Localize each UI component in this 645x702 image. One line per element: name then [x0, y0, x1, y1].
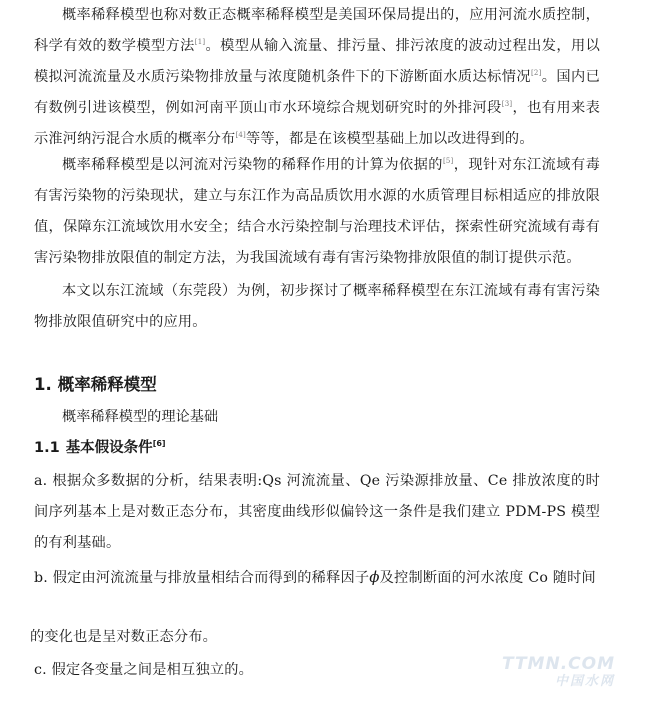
watermark	[502, 655, 615, 691]
paragraph-text: 概率稀释模型是以河流对污染物的稀释作用的计算为依据的	[62, 157, 443, 173]
list-item-a: a. 根据众多数据的分析，结果表明:Qs 河流流量、Qe 污染源排放量、Ce 排放浓度的时间序列基本上是对数正态分布，其密度曲线形似偏铃这一条件是我们建立 PDM-PS 模型的有利基础。	[34, 473, 600, 551]
paragraph-text: 概率稀释模型也称对数正态概率稀释模型是美国环保局提出的，应用河流水质控制，科学有效的数学模型方法	[34, 7, 600, 54]
paragraph-text: ，也有用来表示淮河纳污混合水质的概率分布	[34, 100, 601, 147]
paragraph-scope: 本文以东江流域（东莞段）为例，初步探讨了概率稀释模型在东江流域有毒有害污染物排放限值研究中的应用。	[34, 283, 600, 330]
citation-ref: [6]	[152, 439, 166, 448]
list-item-text: b. 假定由河流流量与排放量相结合而得到的稀释因子	[34, 570, 370, 586]
section-number: 1.	[34, 375, 52, 394]
citation-ref: [3]	[501, 100, 513, 108]
paragraph-text: ，现针对东江流域有毒有害污染物的污染现状，建立与东江作为高品质饮用水源的水质管理目标相适应的排放限值，保障东江流域饮用水安全；结合水污染控制与治理技术评估，探索性研究流域有毒有害污染物排放限值的制定方法，为我国流域有毒有害污染物排放限值的制订提供示范。	[34, 157, 600, 266]
list-item-b-continued: 的变化也是呈对数正态分布。	[30, 629, 218, 645]
section-heading-1-1	[34, 436, 166, 460]
paragraph-basis	[34, 150, 600, 274]
paragraph-text: 。国内已有数例引进该模型，例如河南平顶山市水环境综合规划研究时的外排河段	[34, 69, 600, 116]
paragraph-text: 等等，都是在该模型基础上加以改进得到的。	[245, 131, 534, 147]
list-item-c: c. 假定各变量之间是相互独立的。	[34, 662, 253, 678]
section-title: 基本假设条件	[65, 440, 153, 456]
paragraph-text: 。模型从输入流量、排污量、排污浓度的波动过程出发，用以模拟河流流量及水质污染物排放量与浓度随机条件下的下游断面水质达标情况	[34, 38, 600, 85]
list-item-text: 及控制断面的河水浓度 Co 随时间	[379, 570, 596, 586]
section-title: 概率稀释模型	[57, 375, 157, 394]
paragraph-intro	[34, 0, 600, 155]
citation-ref: [4]	[235, 131, 246, 139]
section-number: 1.1	[34, 440, 60, 456]
watermark-line: TTMN.COM	[501, 654, 615, 674]
citation-ref: [5]	[442, 157, 454, 165]
list-item-b	[34, 562, 600, 594]
section-heading-1	[34, 372, 157, 398]
phi-symbol: ϕ	[369, 568, 380, 586]
watermark-line: 中国水网	[554, 674, 615, 689]
citation-ref: [2]	[531, 69, 542, 77]
section-subtitle: 概率稀释模型的理论基础	[62, 409, 219, 425]
citation-ref: [1]	[194, 38, 206, 46]
